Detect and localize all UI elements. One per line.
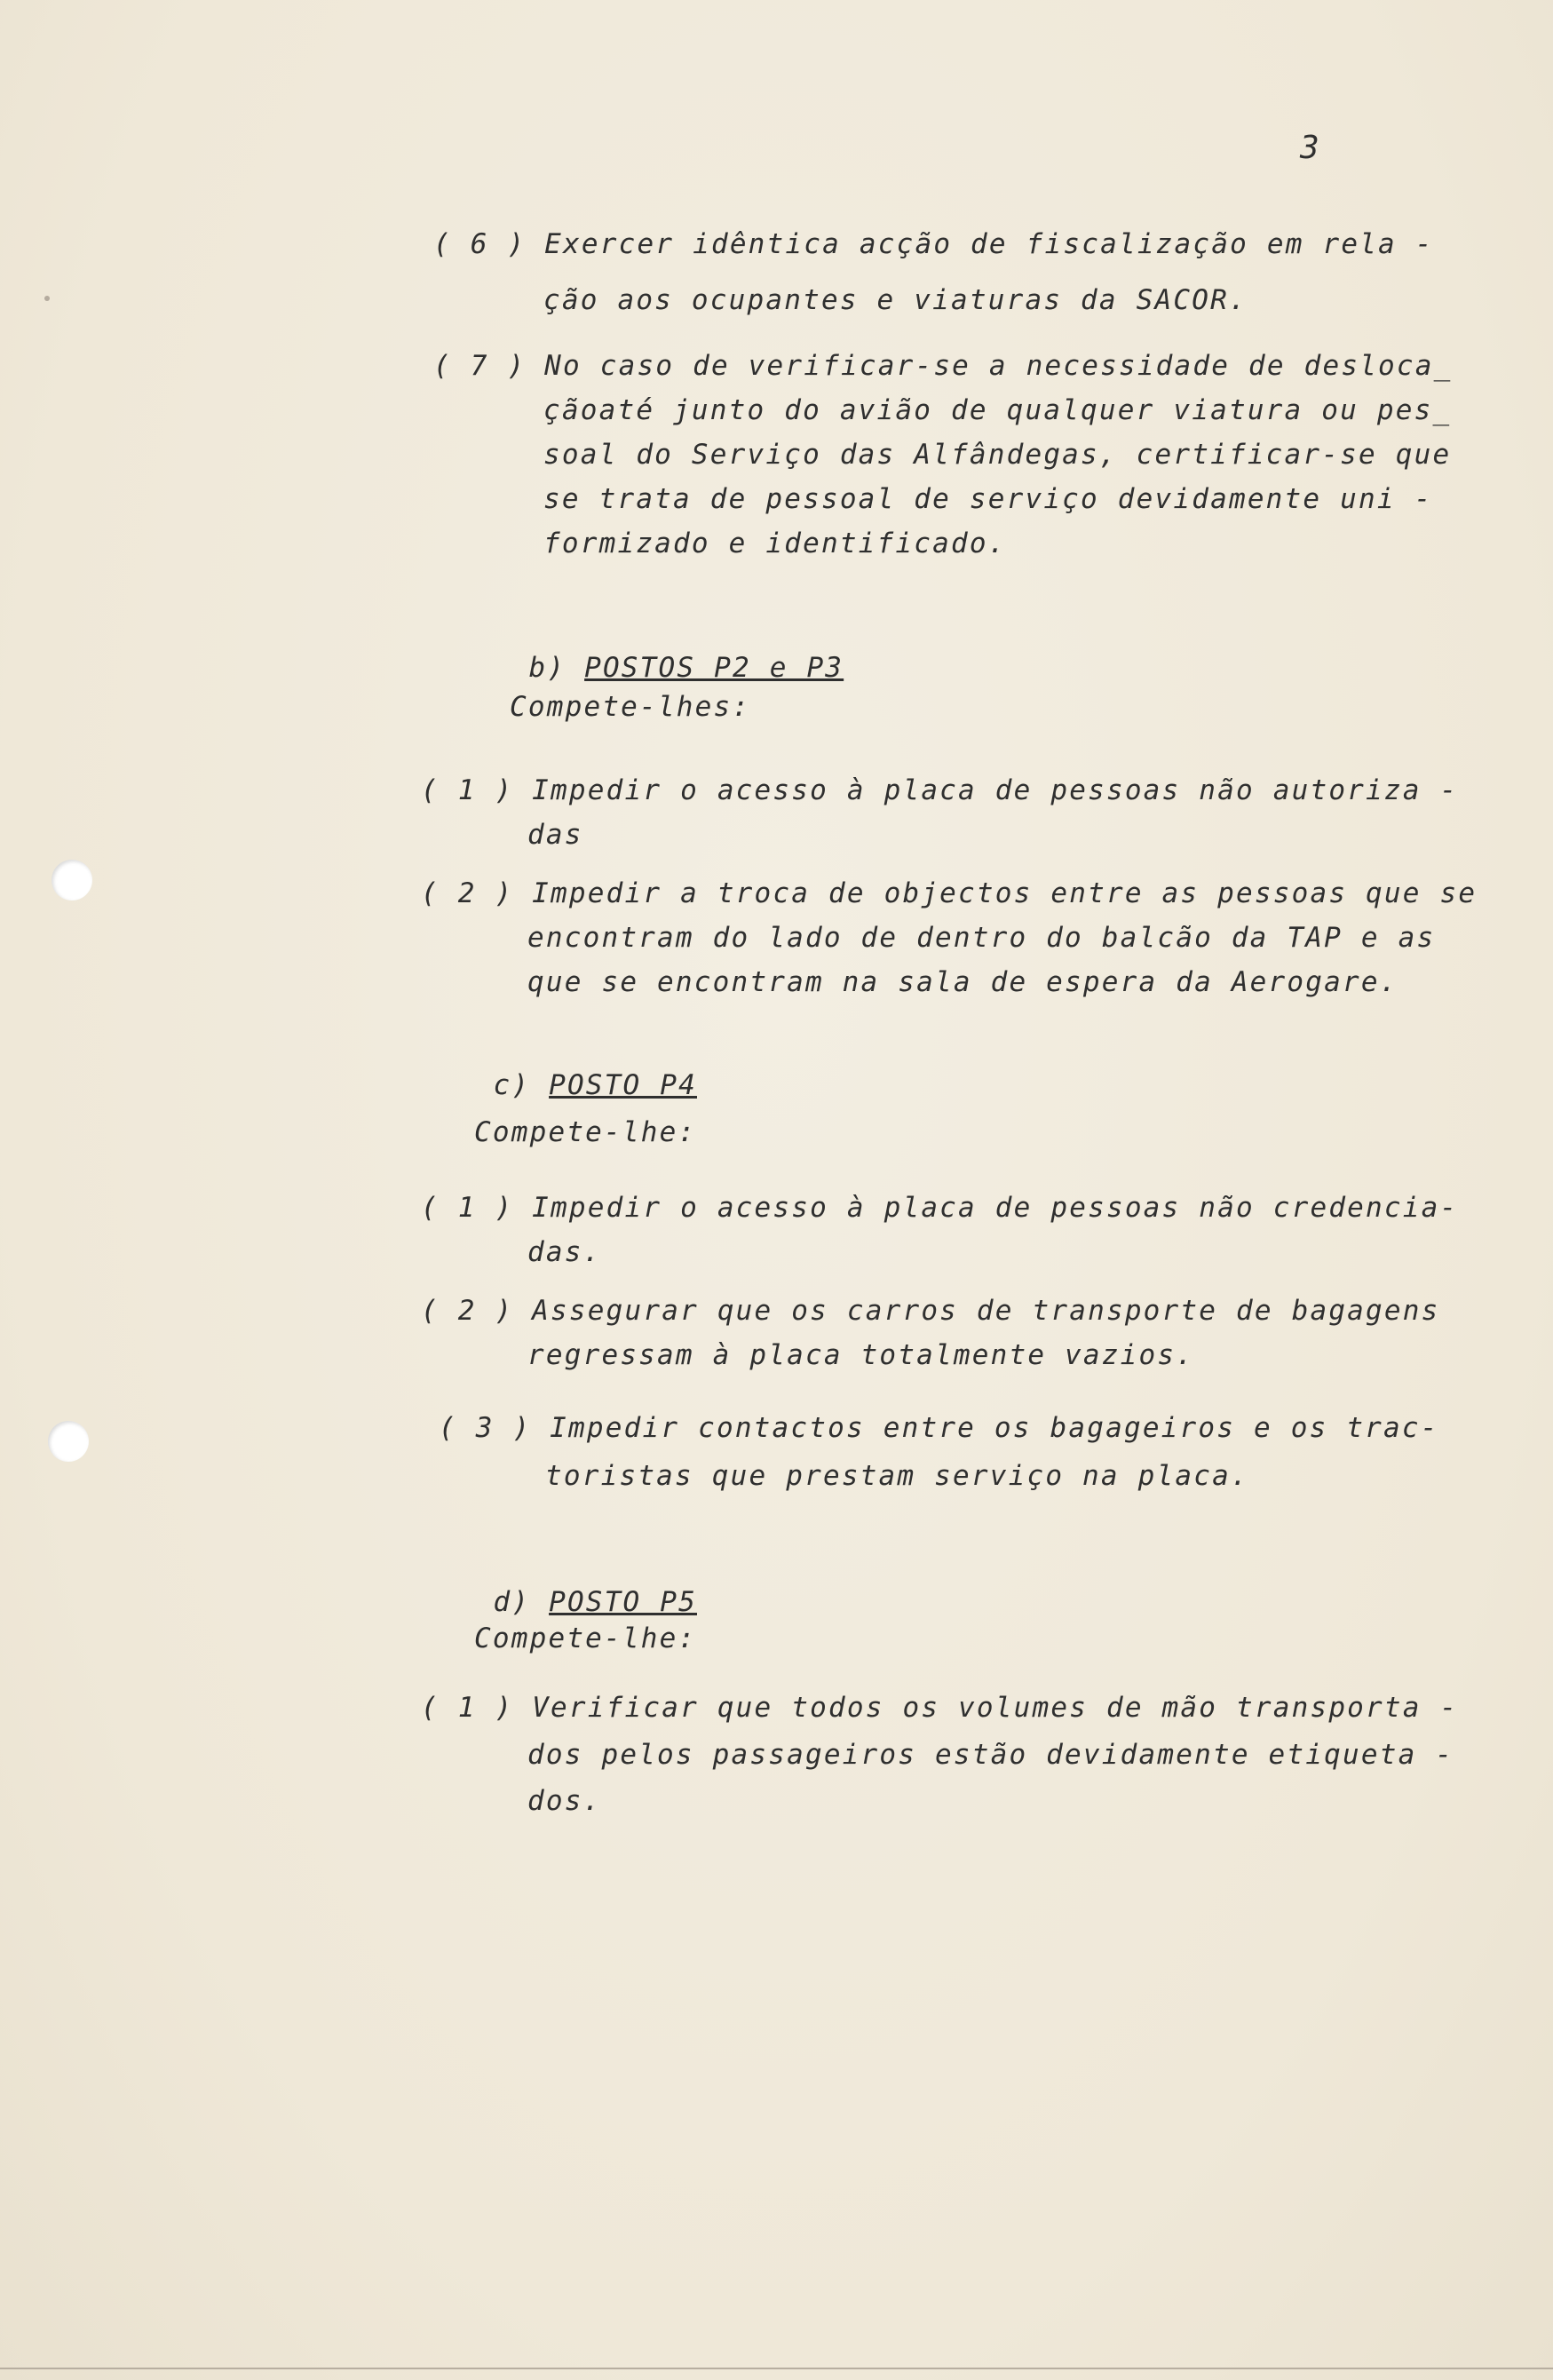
- section-b-title: POSTOS P2 e P3: [584, 652, 844, 684]
- section-d-compete: Compete-lhe:: [474, 1622, 697, 1654]
- section-b-letter: b): [528, 652, 567, 684]
- section-b-item-2-line-3: que se encontram na sala de espera da Aerogare.: [527, 966, 1398, 998]
- section-b-item-2-line-1: ( 2 ) Impedir a troca de objectos entre as pessoas que se: [421, 877, 1478, 909]
- item-7-line-4: se trata de pessoal de serviço devidamente uni -: [543, 483, 1433, 515]
- section-d-item-1-line-1: ( 1 ) Verificar que todos os volumes de mão transporta -: [421, 1692, 1459, 1724]
- item-6-line-1: ( 6 ) Exercer idêntica acção de fiscalização em rela -: [433, 228, 1434, 260]
- section-c-title: POSTO P4: [549, 1069, 697, 1101]
- section-c-item-2-line-2: regressam à placa totalmente vazios.: [527, 1339, 1195, 1371]
- section-c-item-1-line-2: das.: [527, 1236, 602, 1268]
- punch-hole-bottom: [48, 1421, 89, 1462]
- section-c-item-3-line-1: ( 3 ) Impedir contactos entre os bagageiros e os trac-: [439, 1412, 1439, 1444]
- section-d-item-1-line-3: dos.: [527, 1785, 602, 1817]
- section-b-item-1-line-2: das: [527, 819, 583, 851]
- section-c-compete: Compete-lhe:: [474, 1116, 697, 1148]
- punch-hole-top: [52, 860, 92, 900]
- section-c-item-1-line-1: ( 1 ) Impedir o acesso à placa de pessoas não credencia-: [421, 1192, 1459, 1224]
- item-7-line-5: formizado e identificado.: [543, 528, 1007, 559]
- item-6-line-2: ção aos ocupantes e viaturas da SACOR.: [543, 284, 1248, 316]
- section-b-item-1-line-1: ( 1 ) Impedir o acesso à placa de pessoas não autoriza -: [421, 774, 1459, 806]
- page-number: 3: [1300, 130, 1319, 166]
- paper-mark: [44, 296, 50, 301]
- section-c-letter: c): [493, 1069, 531, 1101]
- section-c-item-2-line-1: ( 2 ) Assegurar que os carros de transporte de bagagens: [421, 1295, 1440, 1327]
- section-d-letter: d): [493, 1586, 531, 1618]
- item-7-line-1: ( 7 ) No caso de verificar-se a necessidade de desloca_: [433, 350, 1453, 382]
- section-c-item-3-line-2: toristas que prestam serviço na placa.: [545, 1460, 1249, 1492]
- section-d-item-1-line-2: dos pelos passageiros estão devidamente etiqueta -: [527, 1739, 1454, 1771]
- section-b-item-2-line-2: encontram do lado de dentro do balcão da TAP e as: [527, 922, 1436, 954]
- item-7-line-2: çãoaté junto do avião de qualquer viatura ou pes_: [543, 394, 1452, 426]
- section-d-title: POSTO P5: [549, 1586, 697, 1618]
- page-bottom-edge: [0, 2368, 1553, 2369]
- section-b-compete: Compete-lhes:: [510, 691, 751, 723]
- item-7-line-3: soal do Serviço das Alfândegas, certificar-se que: [543, 439, 1452, 471]
